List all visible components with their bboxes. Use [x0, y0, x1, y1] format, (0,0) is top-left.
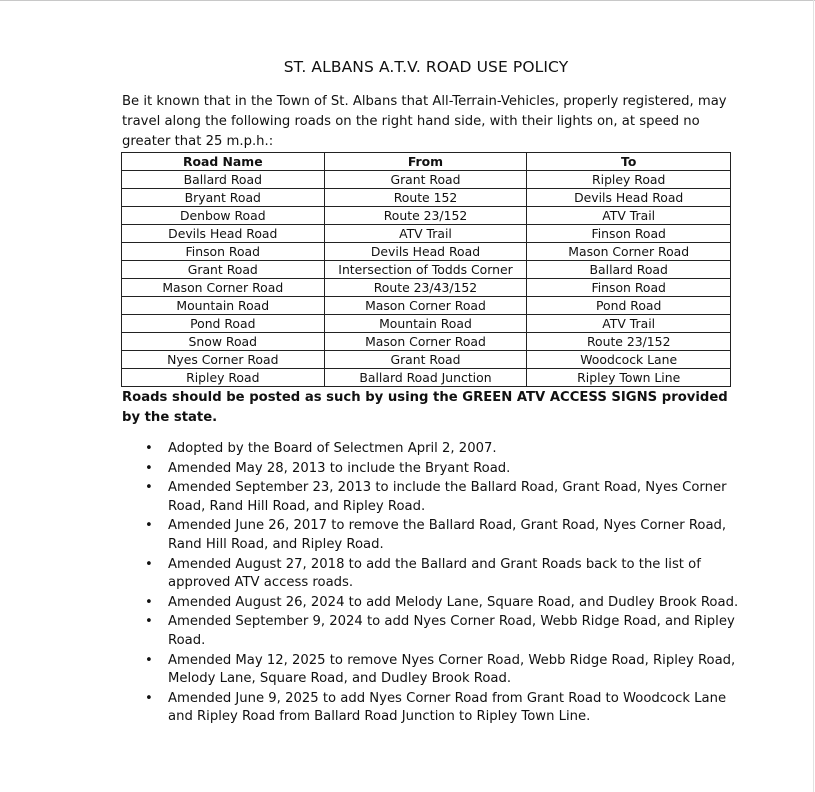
cell-from: Grant Road	[324, 171, 527, 189]
signage-note: Roads should be posted as such by using the GREEN ATV ACCESS SIGNS provided by the state.	[122, 390, 728, 425]
cell-from: Intersection of Todds Corner	[324, 261, 527, 279]
bullet-icon: •	[145, 594, 153, 610]
bullet-icon: •	[145, 614, 153, 630]
list-item	[145, 690, 740, 727]
cell-road-name: Ripley Road	[122, 369, 325, 387]
list-item	[145, 652, 740, 689]
amendments-list	[145, 440, 740, 728]
table-row	[122, 207, 731, 225]
header-to: To	[527, 153, 731, 171]
list-item	[145, 594, 740, 613]
cell-road-name: Mountain Road	[122, 297, 325, 315]
amendment-text: Amended May 12, 2025 to remove Nyes Corner Road, Webb Ridge Road, Ripley Road, Melody Lane, Square Road, and Dudley Brook Road.	[168, 652, 736, 687]
cell-to: Ballard Road	[527, 261, 731, 279]
cell-from: ATV Trail	[324, 225, 527, 243]
cell-to: Pond Road	[527, 297, 731, 315]
cell-from: Route 152	[324, 189, 527, 207]
cell-road-name: Ballard Road	[122, 171, 325, 189]
cell-to: ATV Trail	[527, 207, 731, 225]
cell-to: Mason Corner Road	[527, 243, 731, 261]
list-item	[145, 556, 740, 593]
scan-edge-right	[813, 0, 814, 792]
table-row	[122, 171, 731, 189]
list-item	[145, 440, 740, 459]
document-title: ST. ALBANS A.T.V. ROAD USE POLICY	[283, 58, 569, 76]
amendment-text: Amended May 28, 2013 to include the Bryant Road.	[168, 460, 511, 476]
cell-from: Mason Corner Road	[324, 297, 527, 315]
header-from: From	[324, 153, 527, 171]
cell-from: Route 23/152	[324, 207, 527, 225]
table-row	[122, 279, 731, 297]
cell-road-name: Mason Corner Road	[122, 279, 325, 297]
scan-edge-top	[0, 0, 815, 1]
cell-road-name: Snow Road	[122, 333, 325, 351]
bullet-icon: •	[145, 460, 153, 476]
table-row	[122, 297, 731, 315]
list-item	[145, 479, 740, 516]
bullet-icon: •	[145, 480, 153, 496]
table-row	[122, 333, 731, 351]
amendment-text: Adopted by the Board of Selectmen April 2, 2007.	[168, 441, 497, 456]
list-item	[145, 517, 740, 554]
list-item	[145, 613, 740, 650]
table-row	[122, 351, 731, 369]
cell-to: Finson Road	[527, 225, 731, 243]
amendment-text: Amended August 27, 2018 to add the Ballard and Grant Roads back to the list of approved ATV access roads.	[168, 556, 701, 591]
cell-from: Ballard Road Junction	[324, 369, 527, 387]
cell-road-name: Pond Road	[122, 315, 325, 333]
cell-road-name: Bryant Road	[122, 189, 325, 207]
bullet-icon: •	[145, 518, 153, 534]
table-row	[122, 261, 731, 279]
cell-to: Ripley Road	[527, 171, 731, 189]
intro-paragraph: Be it known that in the Town of St. Albans that All-Terrain-Vehicles, properly registered, may travel along the following roads on the right hand side, with their lights on, at speed no greater that 25 m.p.h.:	[122, 94, 727, 149]
amendment-text: Amended September 9, 2024 to add Nyes Corner Road, Webb Ridge Road, and Ripley Road.	[168, 614, 735, 648]
amendment-text: Amended August 26, 2024 to add Melody Lane, Square Road, and Dudley Brook Road.	[168, 594, 739, 610]
cell-to: Woodcock Lane	[527, 351, 731, 369]
list-item	[145, 460, 740, 479]
cell-road-name: Finson Road	[122, 243, 325, 261]
amendment-text: Amended June 26, 2017 to remove the Ballard Road, Grant Road, Nyes Corner Road, Rand Hill Road, and Ripley Road.	[168, 518, 727, 552]
cell-from: Devils Head Road	[324, 243, 527, 261]
header-road-name: Road Name	[122, 153, 325, 171]
cell-to: ATV Trail	[527, 315, 731, 333]
cell-to: Devils Head Road	[527, 189, 731, 207]
table-row	[122, 225, 731, 243]
bullet-icon: •	[145, 690, 153, 706]
cell-from: Grant Road	[324, 351, 527, 369]
table-row	[122, 243, 731, 261]
cell-road-name: Devils Head Road	[122, 225, 325, 243]
table-row	[122, 189, 731, 207]
bullet-icon: •	[145, 441, 153, 456]
amendment-text: Amended June 9, 2025 to add Nyes Corner Road from Grant Road to Woodcock Lane and Ripley Road from Ballard Road Junction to Ripley Town Line.	[168, 690, 727, 725]
bullet-icon: •	[145, 556, 153, 572]
cell-from: Route 23/43/152	[324, 279, 527, 297]
amendment-text: Amended September 23, 2013 to include the Ballard Road, Grant Road, Nyes Corner Road, Rand Hill Road, and Ripley Road.	[168, 480, 727, 514]
roads-table	[121, 152, 731, 387]
cell-to: Finson Road	[527, 279, 731, 297]
cell-road-name: Grant Road	[122, 261, 325, 279]
table-row	[122, 369, 731, 387]
cell-to: Ripley Town Line	[527, 369, 731, 387]
cell-from: Mountain Road	[324, 315, 527, 333]
table-header-row	[122, 153, 731, 171]
cell-road-name: Nyes Corner Road	[122, 351, 325, 369]
cell-road-name: Denbow Road	[122, 207, 325, 225]
cell-to: Route 23/152	[527, 333, 731, 351]
bullet-icon: •	[145, 652, 153, 668]
cell-from: Mason Corner Road	[324, 333, 527, 351]
table-row	[122, 315, 731, 333]
